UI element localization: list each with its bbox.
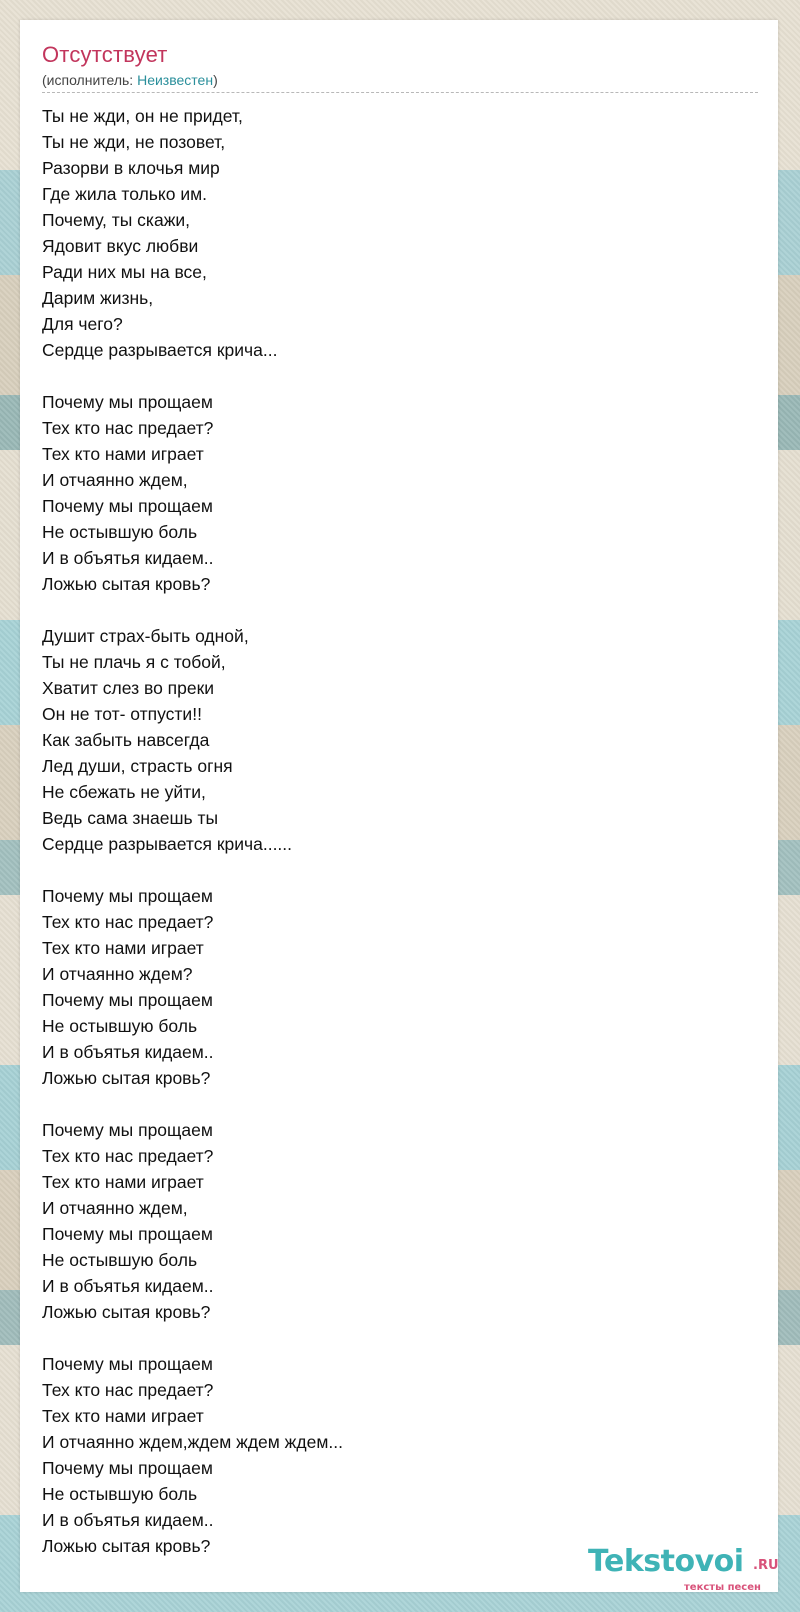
logo-tagline: тексты песен — [684, 1582, 761, 1593]
lyric-line: Тех кто нас предает? — [42, 1380, 214, 1400]
artist-link[interactable]: Неизвестен — [137, 72, 214, 88]
lyric-line: Тех кто нас предает? — [42, 1146, 214, 1166]
lyric-line: Не остывшую боль — [42, 1016, 198, 1036]
lyric-line: Ты не жди, не позовет, — [42, 132, 226, 152]
lyric-line: Он не тот- отпусти!! — [42, 704, 202, 724]
lyric-line: Почему мы прощаем — [42, 496, 213, 516]
lyric-line: Почему, ты скажи, — [42, 210, 191, 230]
stanza-gap — [42, 363, 742, 389]
stanza-gap — [42, 857, 742, 883]
logo-domain: .RU — [753, 1558, 779, 1573]
lyric-line: Почему мы прощаем — [42, 392, 213, 412]
lyrics-card — [20, 20, 778, 1592]
lyric-line: И в объятья кидаем.. — [42, 1042, 214, 1062]
lyric-line: Не остывшую боль — [42, 1484, 198, 1504]
lyric-line: Не остывшую боль — [42, 1250, 198, 1270]
lyric-line: Разорви в клочья мир — [42, 158, 220, 178]
lyric-line: Ложью сытая кровь? — [42, 574, 211, 594]
lyric-line: Ведь сама знаешь ты — [42, 808, 219, 828]
lyric-line: Ядовит вкус любви — [42, 236, 199, 256]
lyric-line: Почему мы прощаем — [42, 886, 213, 906]
lyric-line: Почему мы прощаем — [42, 1354, 213, 1374]
lyric-line: И в объятья кидаем.. — [42, 548, 214, 568]
lyric-line: Тех кто нас предает? — [42, 418, 214, 438]
lyric-line: И отчаянно ждем, — [42, 470, 188, 490]
title-divider — [42, 92, 758, 93]
lyric-line: Хватит слез во преки — [42, 678, 215, 698]
lyric-line: И отчаянно ждем? — [42, 964, 193, 984]
lyric-line: Почему мы прощаем — [42, 1120, 213, 1140]
lyric-line: Почему мы прощаем — [42, 1458, 213, 1478]
logo-wordmark: Tekstovoi — [588, 1544, 744, 1579]
artist-line — [42, 72, 218, 88]
lyric-line: Почему мы прощаем — [42, 1224, 213, 1244]
stanza-gap — [42, 1325, 742, 1351]
lyric-line: Ты не плачь я с тобой, — [42, 652, 226, 672]
lyric-line: Для чего? — [42, 314, 123, 334]
lyric-line: Сердце разрывается крича... — [42, 340, 278, 360]
lyric-line: Ложью сытая кровь? — [42, 1068, 211, 1088]
lyric-line: Тех кто нас предает? — [42, 912, 214, 932]
lyric-line: Тех кто нами играет — [42, 444, 204, 464]
site-logo[interactable] — [588, 1544, 788, 1604]
lyric-line: Ради них мы на все, — [42, 262, 207, 282]
lyric-line: Душит страх-быть одной, — [42, 626, 249, 646]
lyric-line: Как забыть навсегда — [42, 730, 210, 750]
lyric-line: Тех кто нами играет — [42, 1406, 204, 1426]
lyric-line: И отчаянно ждем,ждем ждем ждем... — [42, 1432, 343, 1452]
lyric-line: Где жила только им. — [42, 184, 208, 204]
lyrics-text — [42, 103, 742, 1559]
lyric-line: Ложью сытая кровь? — [42, 1302, 211, 1322]
song-title: Отсутствует — [42, 42, 168, 67]
lyric-line: Тех кто нами играет — [42, 938, 204, 958]
artist-prefix: (исполнитель: — [42, 72, 138, 88]
lyric-line: Дарим жизнь, — [42, 288, 154, 308]
lyric-line: Ты не жди, он не придет, — [42, 106, 243, 126]
lyric-line: Тех кто нами играет — [42, 1172, 204, 1192]
lyric-line: Почему мы прощаем — [42, 990, 213, 1010]
lyric-line: И в объятья кидаем.. — [42, 1276, 214, 1296]
lyric-line: И в объятья кидаем.. — [42, 1510, 214, 1530]
lyric-line: Не остывшую боль — [42, 522, 198, 542]
artist-suffix: ) — [213, 72, 218, 88]
stanza-gap — [42, 597, 742, 623]
lyric-line: Лед души, страсть огня — [42, 756, 233, 776]
lyric-line: Сердце разрывается крича...... — [42, 834, 293, 854]
stanza-gap — [42, 1091, 742, 1117]
lyric-line: Ложью сытая кровь? — [42, 1536, 211, 1556]
lyric-line: Не сбежать не уйти, — [42, 782, 206, 802]
lyric-line: И отчаянно ждем, — [42, 1198, 188, 1218]
